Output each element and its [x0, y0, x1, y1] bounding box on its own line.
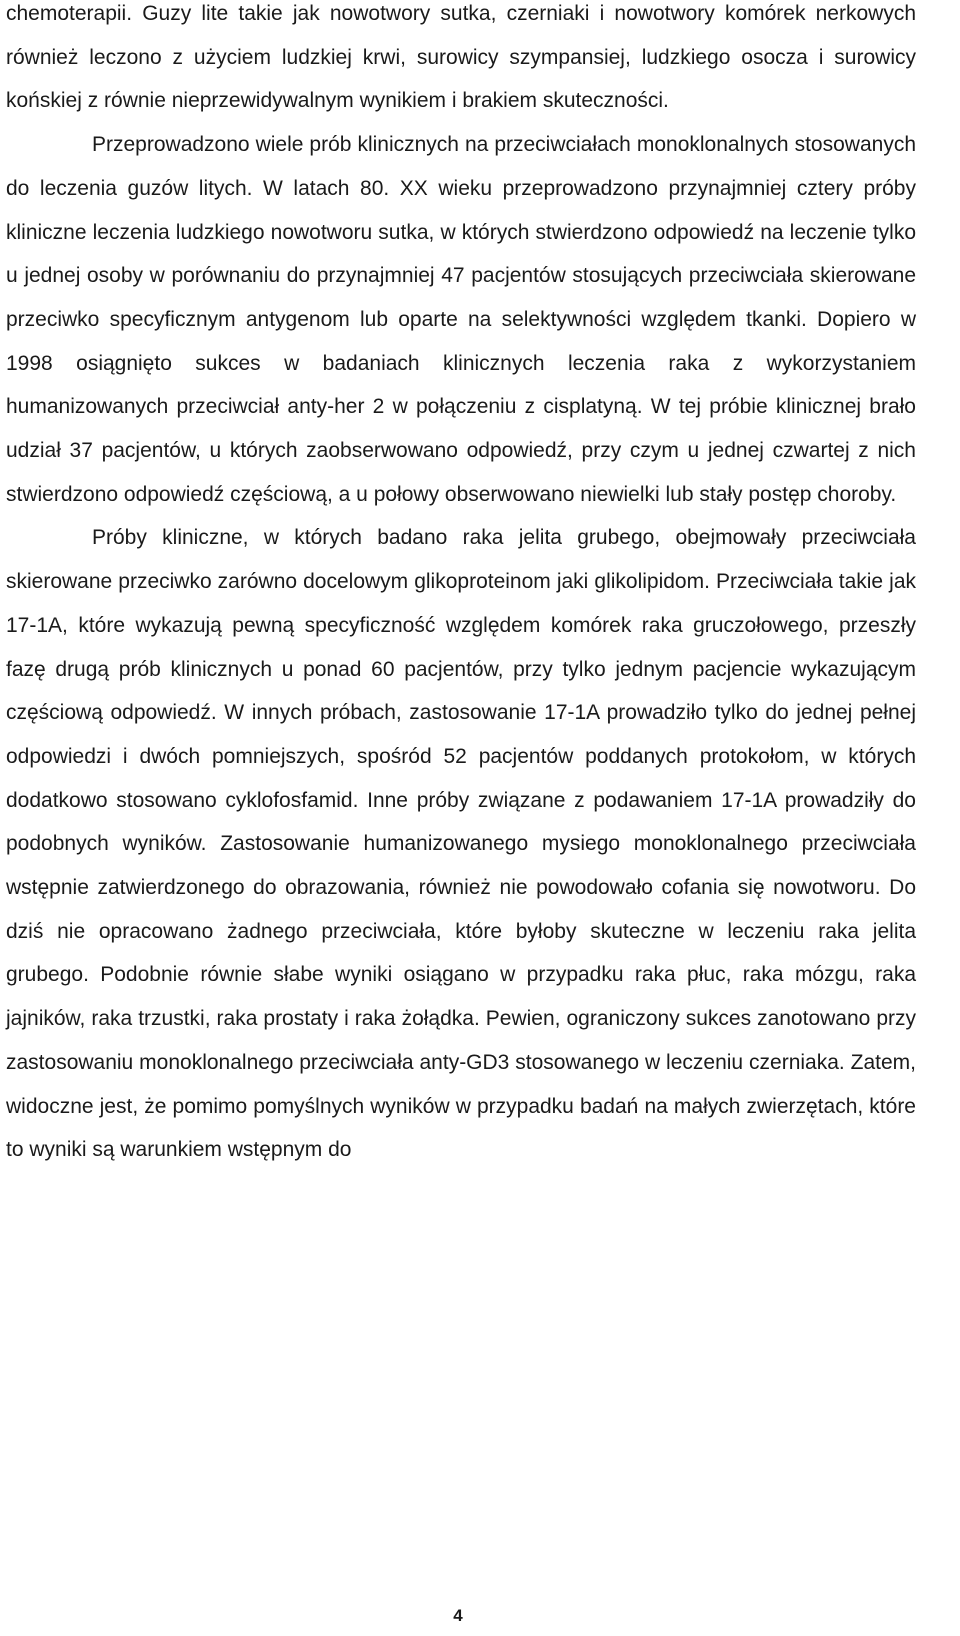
body-text: [6, 0, 916, 1172]
paragraph-colorectal-trials: Próby kliniczne, w których badano raka jelita grubego, obejmowały przeciwciała skierowane przeciwko zarówno docelowym glikoproteinom jaki glikolipidom. Przeciwciała takie jak 17-1A, które wykazują pewną specyficzność względem komórek raka gruczołowego, przeszły fazę drugą prób klinicznych u ponad 60 pacjentów, przy tylko jednym pacjencie wykazującym częściową odpowiedź. W innych próbach, zastosowanie 17-1A prowadziło tylko do jednej pełnej odpowiedzi i dwóch pomniejszych, spośród 52 pacjentów poddanych protokołom, w których dodatkowo stosowano cyklofosfamid. Inne próby związane z podawaniem 17-1A prowadziły do podobnych wyników. Zastosowanie humanizowanego mysiego monoklonalnego przeciwciała wstępnie zatwierdzonego do obrazowania, również nie powodowało cofania się nowotworu. Do dziś nie opracowano żadnego przeciwciała, które byłoby skuteczne w leczeniu raka jelita grubego. Podobnie równie słabe wyniki osiągano w przypadku raka płuc, raka mózgu, raka jajników, raka trzustki, raka prostaty i raka żołądka. Pewien, ograniczony sukces zanotowano przy zastosowaniu monoklonalnego przeciwciała anty-GD3 stosowanego w leczeniu czerniaka. Zatem, widoczne jest, że pomimo pomyślnych wyników w przypadku badań na małych zwierzętach, które to wyniki są warunkiem wstępnym do: [6, 526, 916, 1162]
paragraph-continuation: chemoterapii. Guzy lite takie jak nowotwory sutka, czerniaki i nowotwory komórek nerkowych również leczono z użyciem ludzkiej krwi, surowicy szympansiej, ludzkiego osocza i surowicy końskiej z równie nieprzewidywalnym wynikiem i brakiem skuteczności.: [6, 2, 916, 113]
page-number: 4: [453, 1606, 463, 1625]
paragraph-monoclonal-trials: Przeprowadzono wiele prób klinicznych na przeciwciałach monoklonalnych stosowanych do leczenia guzów litych. W latach 80. XX wieku przeprowadzono przynajmniej cztery próby kliniczne leczenia ludzkiego nowotworu sutka, w których stwierdzono odpowiedź na leczenie tylko u jednej osoby w porównaniu do przynajmniej 47 pacjentów stosujących przeciwciała skierowane przeciwko specyficznym antygenom lub oparte na selektywności względem tkanki. Dopiero w 1998 osiągnięto sukces w badaniach klinicznych leczenia raka z wykorzystaniem humanizowanych przeciwciał anty-her 2 w połączeniu z cisplatyną. W tej próbie klinicznej brało udział 37 pacjentów, u których zaobserwowano odpowiedź, przy czym u jednej czwartej z nich stwierdzono odpowiedź częściową, a u połowy obserwowano niewielki lub stały postęp choroby.: [6, 133, 916, 506]
